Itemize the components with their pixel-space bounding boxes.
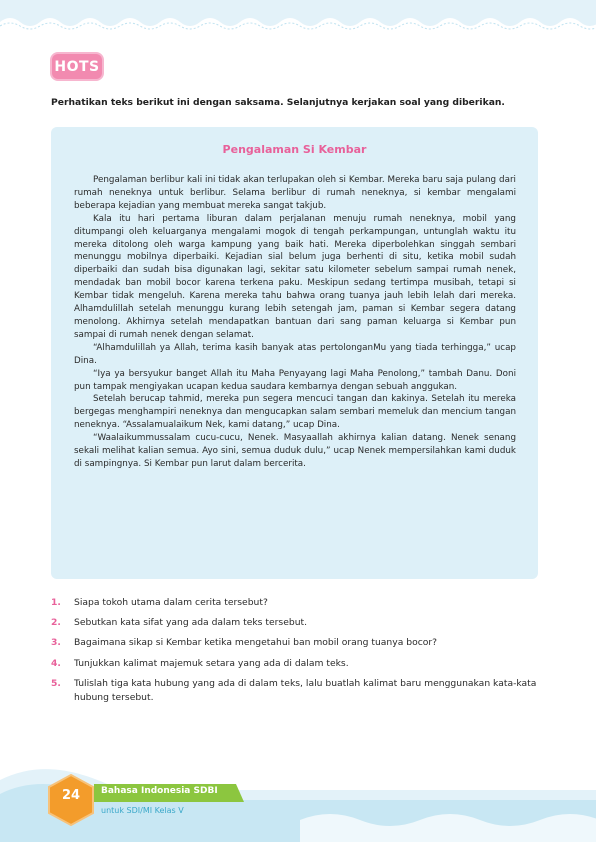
question-item — [51, 657, 543, 671]
story-body — [74, 174, 516, 471]
question-number: 4. — [51, 657, 61, 669]
question-item — [51, 596, 543, 610]
question-item — [51, 677, 543, 706]
story-paragraph: “Waalaikummussalam cucu-cucu, Nenek. Masyaallah akhirnya kalian datang. Nenek senang sekali melihat kalian semua. Ayo sini, semua duduk dulu,” ucap Nenek mempersilahkan kami duduk di sampingnya. Si Kembar pun larut dalam bercerita. — [74, 433, 516, 469]
hots-badge: HOTS — [52, 54, 102, 79]
question-text: Tunjukkan kalimat majemuk setara yang ada di dalam teks. — [74, 657, 349, 669]
question-text: Siapa tokoh utama dalam cerita tersebut? — [74, 597, 268, 608]
story-paragraph: Setelah berucap tahmid, mereka pun segera mencuci tangan dan kakinya. Setelah itu mereka bergegas menghampiri neneknya dan mengucapkan salam sembari memeluk dan mencium tangan neneknya. “Assalamualaikum Nek, kami datang,” ucap Dina. — [74, 394, 516, 431]
top-decorative-band — [0, 0, 596, 34]
instruction-text: Perhatikan teks berikut ini dengan saksama. Selanjutnya kerjakan soal yang diberikan. — [51, 97, 505, 108]
book-subtitle: untuk SDI/MI Kelas V — [101, 806, 184, 815]
question-text: Tulislah tiga kata hubung yang ada di dalam teks, lalu buatlah kalimat baru menggunakan kata-kata hubung tersebut. — [74, 677, 537, 704]
page-number: 24 — [61, 788, 81, 803]
story-paragraph: “Alhamdulillah ya Allah, terima kasih banyak atas pertolonganMu yang tiada terhingga,” ucap Dina. — [74, 342, 516, 366]
question-item — [51, 616, 543, 630]
question-item — [51, 636, 543, 650]
question-text: Bagaimana sikap si Kembar ketika mengetahui ban mobil orang tuanya bocor? — [74, 637, 438, 649]
question-number: 1. — [51, 597, 61, 608]
story-paragraph: Pengalaman berlibur kali ini tidak akan terlupakan oleh si Kembar. Mereka baru saja pulang dari rumah neneknya untuk berlibur. Selama berlibur di rumah neneknya, si kembar mengalami beberapa kejadian yang membuat mereka sangat takjub. — [74, 175, 516, 211]
question-number: 5. — [51, 677, 61, 689]
question-text: Sebutkan kata sifat yang ada dalam teks tersebut. — [74, 617, 308, 629]
story-box — [51, 127, 538, 579]
book-title: Bahasa Indonesia SDBI — [101, 786, 218, 796]
story-paragraph: Kala itu hari pertama liburan dalam perjalanan menuju rumah neneknya, mobil yang ditumpangi oleh keluarganya mengalami mogok di tengah perkampungan, untunglah waktu itu mereka ditolong oleh warga kampung yang baik hati. Mereka diperbolehkan singgah sembari menunggu mobilnya diperbaiki. Kejadian sial belum juga berhenti di situ, ketika mobil sudah diperbaiki dan sudah bisa digunakan lagi, sekitar satu kilometer sebelum sampai rumah nenek, mendadak ban mobil bocor karena terkena paku. Meskipun sedang tertimpa musibah, tetapi si Kembar tidak mengeluh. Karena mereka tahu bahwa orang tuanya jauh lebih lelah dari mereka. Alhamdulillah setelah menunggu kurang lebih setengah jam, paman si Kembar segera datang menolong. Akhirnya setelah mendapatkan bantuan dari sang paman keluarga si Kembar pun sampai di rumah nenek dengan selamat. — [74, 213, 516, 340]
story-title: Pengalaman Si Kembar — [222, 143, 367, 156]
question-list — [51, 596, 543, 711]
question-number: 2. — [51, 617, 61, 629]
question-number: 3. — [51, 637, 61, 649]
story-paragraph: “Iya ya bersyukur banget Allah itu Maha Penyayang lagi Maha Penolong,” tambah Danu. Doni pun tampak mengiyakan ucapan kedua saudara kembarnya dengan sebuah anggukan. — [74, 368, 516, 392]
